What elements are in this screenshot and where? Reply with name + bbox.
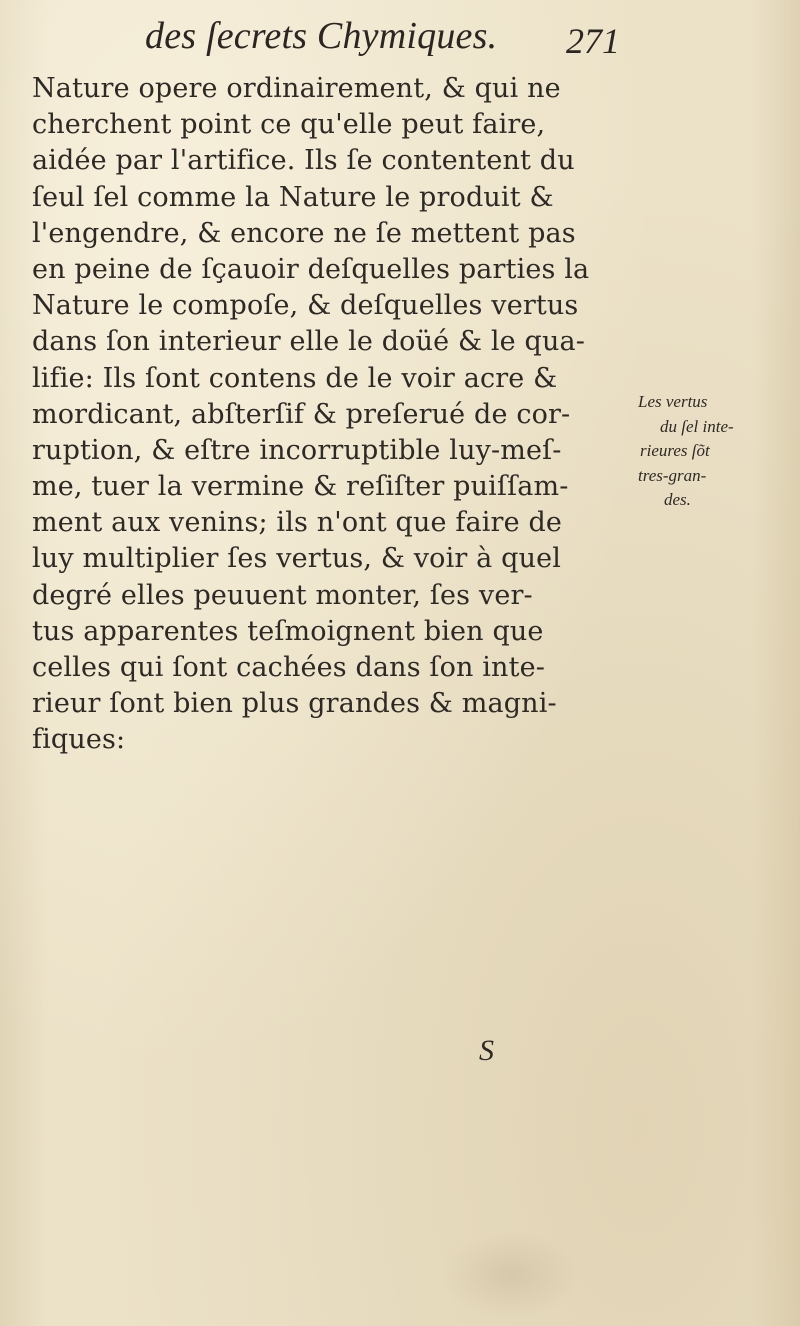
margin-note xyxy=(638,390,734,513)
text-line: mordicant, abſterſif & preſerué de cor- xyxy=(32,398,571,430)
margin-note-line: tres-gran- xyxy=(638,465,707,485)
text-line: ſeul ſel comme la Nature le produit & xyxy=(32,181,554,213)
signature-mark: S xyxy=(479,1034,494,1067)
text-line: tus apparentes teſmoignent bien que xyxy=(32,615,544,647)
running-title: des ſecrets Chymiques. xyxy=(145,15,498,57)
paper-stain xyxy=(440,1230,580,1320)
text-line: rieur ſont bien plus grandes & magni- xyxy=(32,688,557,720)
text-line: luy multiplier ſes vertus, & voir à quel xyxy=(32,543,562,575)
text-line: dans ſon interieur elle le doüé & le qua- xyxy=(32,326,586,358)
text-line: Nature le compoſe, & deſquelles vertus xyxy=(32,290,579,322)
text-line: cherchent point ce qu'elle peut faire, xyxy=(32,109,546,141)
text-line: aidée par l'artifice. Ils ſe contentent du xyxy=(32,145,575,177)
text-line: me, tuer la vermine & reſiſter puiſſam- xyxy=(32,471,569,503)
page-number: 271 xyxy=(566,21,620,61)
text-line: Nature opere ordinairement, & qui ne xyxy=(32,73,561,104)
text-line: l'engendre, & encore ne ſe mettent pas xyxy=(32,217,576,249)
margin-note-line: du ſel inte- xyxy=(660,416,734,436)
margin-note-line: rieures ſõt xyxy=(640,441,710,460)
text-line: lifie: Ils ſont contens de le voir acre & xyxy=(32,362,558,394)
body-text xyxy=(32,71,632,759)
margin-note-line: Les vertus xyxy=(638,392,708,411)
text-line: en peine de ſçauoir deſquelles parties la xyxy=(32,253,590,285)
text-line: ment aux venins; ils n'ont que faire de xyxy=(32,507,563,539)
text-line: ruption, & eſtre incorruptible luy-meſ- xyxy=(32,434,562,466)
text-line: degré elles peuuent monter, ſes ver- xyxy=(32,579,533,611)
text-line: celles qui ſont cachées dans ſon inte- xyxy=(32,652,545,683)
margin-note-line: des. xyxy=(664,490,691,509)
text-line: fiques: xyxy=(32,724,126,756)
